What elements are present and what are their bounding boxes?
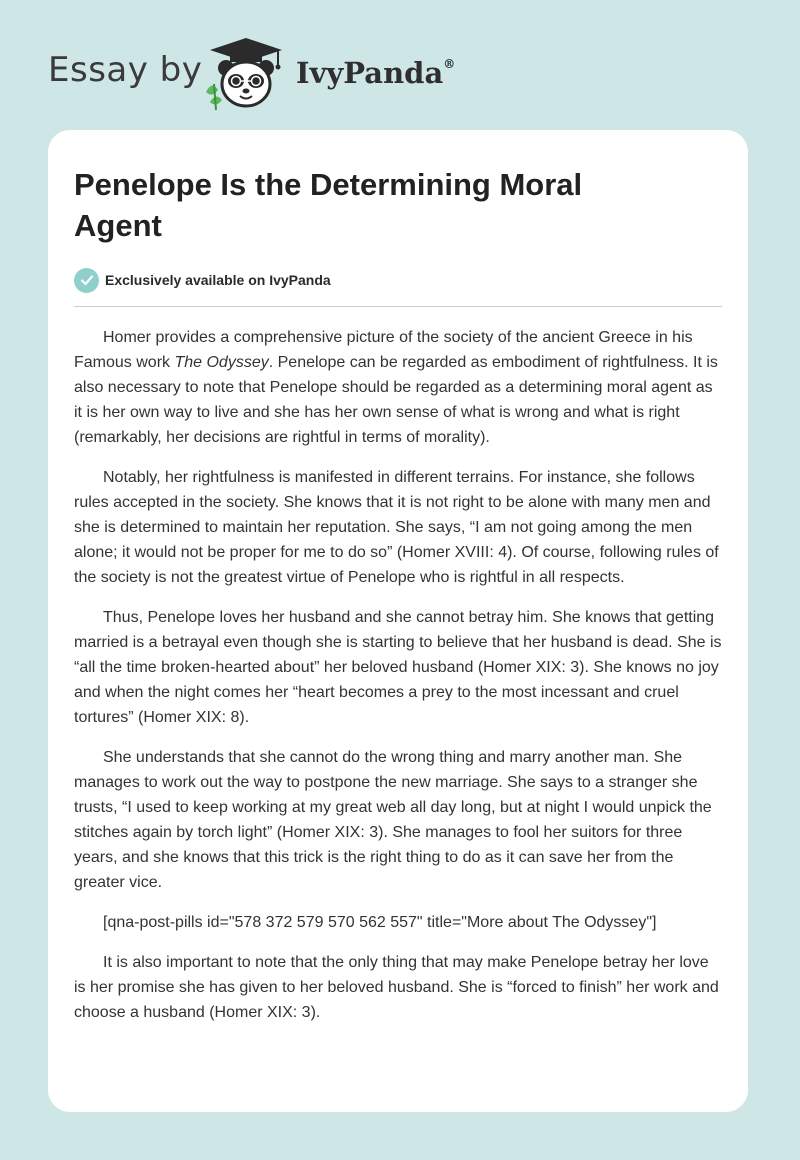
essay-title: Penelope Is the Determining Moral Agent xyxy=(74,167,583,243)
exclusive-badge-label: Exclusively available on IvyPanda xyxy=(105,272,331,288)
exclusive-badge xyxy=(74,266,722,294)
shortcode-paragraph: [qna-post-pills id="578 372 579 570 562 557" title="More about The Odyssey"] xyxy=(103,914,657,931)
work-title: The Odyssey xyxy=(174,354,269,371)
check-icon xyxy=(74,268,99,293)
paragraph: Notably, her rightfulness is manifested in different terrains. For instance, she follows rules accepted in the society. She knows that it is not right to be alone with many men and she is determined to maintain her reputation. She says, “I am not going among the men alone; it would not be proper for me to do so” (Homer XVIII: 4). Of course, following rules of the society is not the greatest virtue of Penelope who is rightful in all respects. xyxy=(74,469,719,586)
brand-name[interactable] xyxy=(296,56,455,90)
brand-name-text: IvyPanda xyxy=(296,56,444,90)
paragraph xyxy=(74,325,724,450)
paragraph-text: . Penelope can be regarded as embodiment of rightfulness. It is also necessary to note that Penelope should be regarded as a determining moral agent as it is her own way to live and she has her own sense of what is wrong and what is right (remarkably, her decisions are rightful in terms of morality). xyxy=(74,354,718,446)
paragraph-text: Homer provides a comprehensive picture of the society of the ancient Greece in his Famous work xyxy=(74,329,693,371)
divider xyxy=(74,306,722,307)
paragraph: It is also important to note that the only thing that may make Penelope betray her love is her promise she has given to her beloved husband. She is “forced to finish” her work and choose a husband (Homer XIX: 3). xyxy=(74,954,719,1021)
essay-card xyxy=(48,130,748,1112)
paragraph: Thus, Penelope loves her husband and she cannot betray him. She knows that getting married is a betrayal even though she is starting to believe that her husband is dead. She is “all the time broken-hearted about” her beloved husband (Homer XIX: 3). She knows no joy and when the night comes her “heart becomes a prey to the most incessant and cruel tortures” (Homer XIX: 8). xyxy=(74,609,722,726)
paragraph: She understands that she cannot do the wrong thing and marry another man. She manages to work out the way to postpone the new marriage. She says to a stranger she trusts, “I used to keep working at my great web all day long, but at night I would unpick the stitches again by torch light” (Homer XIX: 3). She manages to fool her suitors for three years, and she knows that this trick is the right thing to do as it can save her from the greater vice. xyxy=(74,749,712,891)
essay-body xyxy=(74,325,722,1025)
essay-by-label: Essay by xyxy=(48,50,203,90)
panda-logo-icon xyxy=(200,36,292,112)
site-header xyxy=(0,0,800,130)
registered-mark: ® xyxy=(443,57,456,72)
